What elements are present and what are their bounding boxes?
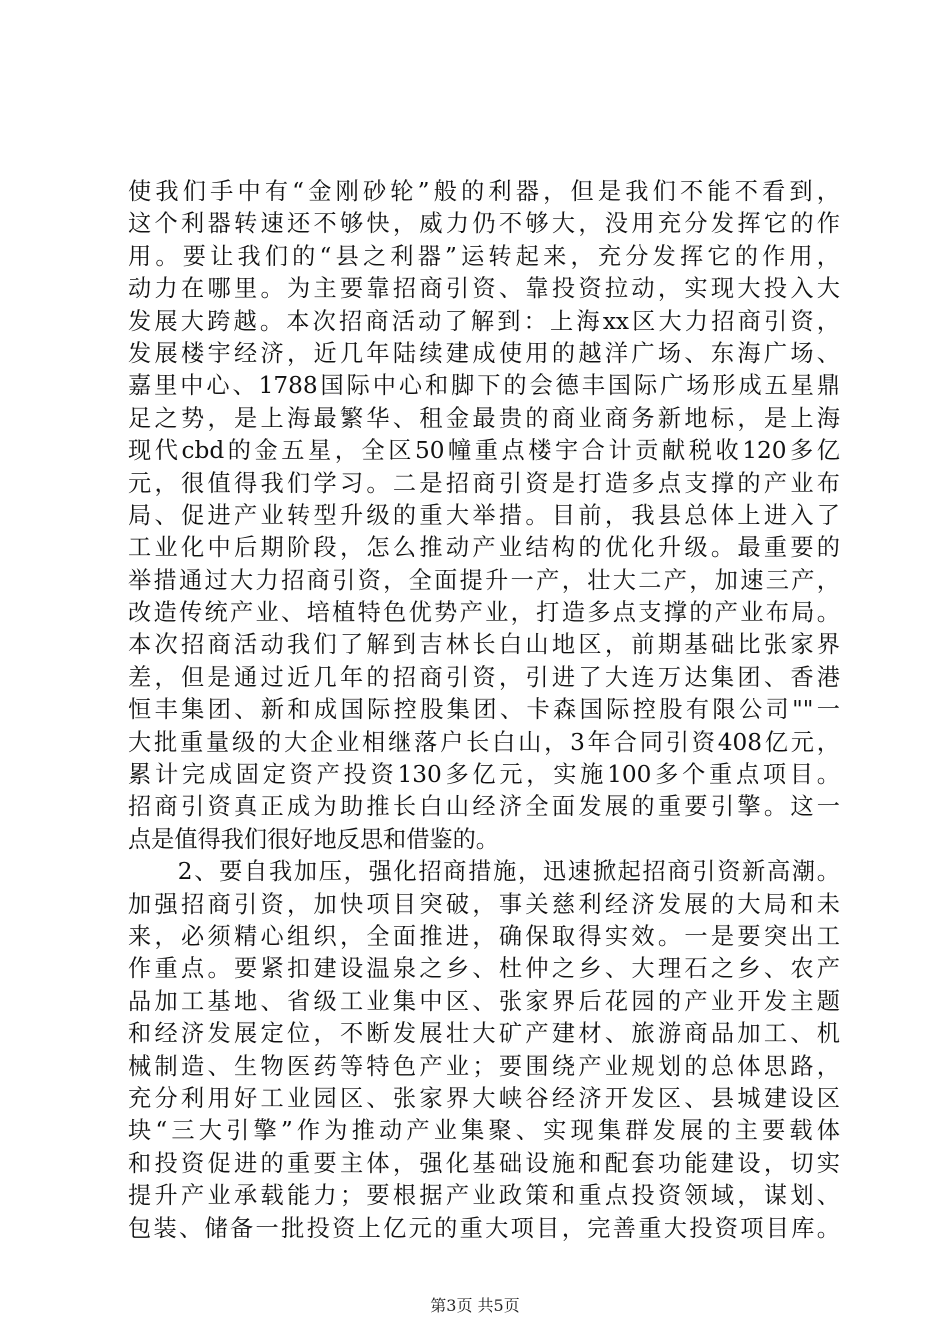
text-line: 招商引资真正成为助推长白山经济全面发展的重要引擎。这一 [128, 793, 840, 821]
text-line: 本次招商活动我们了解到吉林长白山地区，前期基础比张家界 [128, 631, 840, 659]
text-line: 这个利器转速还不够快，威力仍不够大，没用充分发挥它的作 [128, 210, 840, 238]
text-line: 差，但是通过近几年的招商引资，引进了大连万达集团、香港 [128, 663, 840, 691]
text-line: 使我们手中有“金刚砂轮”般的利器，但是我们不能不看到， [128, 178, 840, 205]
text-line: 恒丰集团、新和成国际控股集团、卡森国际控股有限公司""一 [128, 696, 840, 724]
text-line: 元，很值得我们学习。二是招商引资是打造多点支撑的产业布 [128, 469, 840, 497]
page-number-footer: 第3页 共5页 [430, 1296, 520, 1315]
text-line: 大批重量级的大企业相继落户长白山，3年合同引资408亿元， [128, 728, 840, 756]
text-line: 现代cbd的金五星，全区50幢重点楼宇合计贡献税收120多亿 [128, 437, 840, 465]
text-line: 来，必须精心组织，全面推进，确保取得实效。一是要突出工 [128, 922, 840, 950]
text-line: 动力在哪里。为主要靠招商引资、靠投资拉动，实现大投入大 [128, 275, 840, 303]
text-line: 局、促进产业转型升级的重大举措。目前，我县总体上进入了 [128, 501, 840, 529]
text-line: 工业化中后期阶段，怎么推动产业结构的优化升级。最重要的 [128, 534, 840, 562]
text-line: 发展楼宇经济，近几年陆续建成使用的越洋广场、东海广场、 [128, 339, 840, 367]
text-line: 提升产业承载能力；要根据产业政策和重点投资领域，谋划、 [128, 1182, 840, 1210]
text-line: 和投资促进的重要主体，强化基础设施和配套功能建设，切实 [128, 1149, 840, 1177]
text-line: 械制造、生物医药等特色产业；要围绕产业规划的总体思路， [128, 1052, 840, 1080]
text-line: 用。要让我们的“县之利器”运转起来，充分发挥它的作用， [128, 242, 840, 270]
text-line: 加强招商引资，加快项目突破，事关慈利经济发展的大局和未 [128, 890, 840, 918]
text-line: 累计完成固定资产投资130多亿元，实施100多个重点项目。 [128, 761, 840, 789]
text-line: 包装、储备一批投资上亿元的重大项目，完善重大投资项目库。 [128, 1214, 840, 1242]
text-line: 充分利用好工业园区、张家界大峡谷经济开发区、县城建设区 [128, 1084, 840, 1112]
text-line: 举措通过大力招商引资，全面提升一产，壮大二产，加速三产， [128, 566, 840, 594]
text-line: 作重点。要紧扣建设温泉之乡、杜仲之乡、大理石之乡、农产 [128, 955, 840, 983]
text-line: 改造传统产业、培植特色优势产业，打造多点支撑的产业布局。 [128, 599, 840, 627]
text-line: 足之势，是上海最繁华、租金最贵的商业商务新地标，是上海 [128, 404, 840, 432]
text-line: 发展大跨越。本次招商活动了解到：上海xx区大力招商引资， [128, 307, 840, 335]
body-text [128, 176, 840, 1245]
text-line: 2、要自我加压，强化招商措施，迅速掀起招商引资新高潮。 [128, 858, 840, 886]
text-line: 品加工基地、省级工业集中区、张家界后花园的产业开发主题 [128, 987, 840, 1015]
text-line: 点是值得我们很好地反思和借鉴的。 [128, 825, 499, 853]
text-line: 嘉里中心、1788国际中心和脚下的会德丰国际广场形成五星鼎 [128, 372, 840, 400]
text-line: 和经济发展定位，不断发展壮大矿产建材、旅游商品加工、机 [128, 1020, 840, 1048]
text-line: 块“三大引擎”作为推动产业集聚、实现集群发展的主要载体 [128, 1117, 840, 1145]
